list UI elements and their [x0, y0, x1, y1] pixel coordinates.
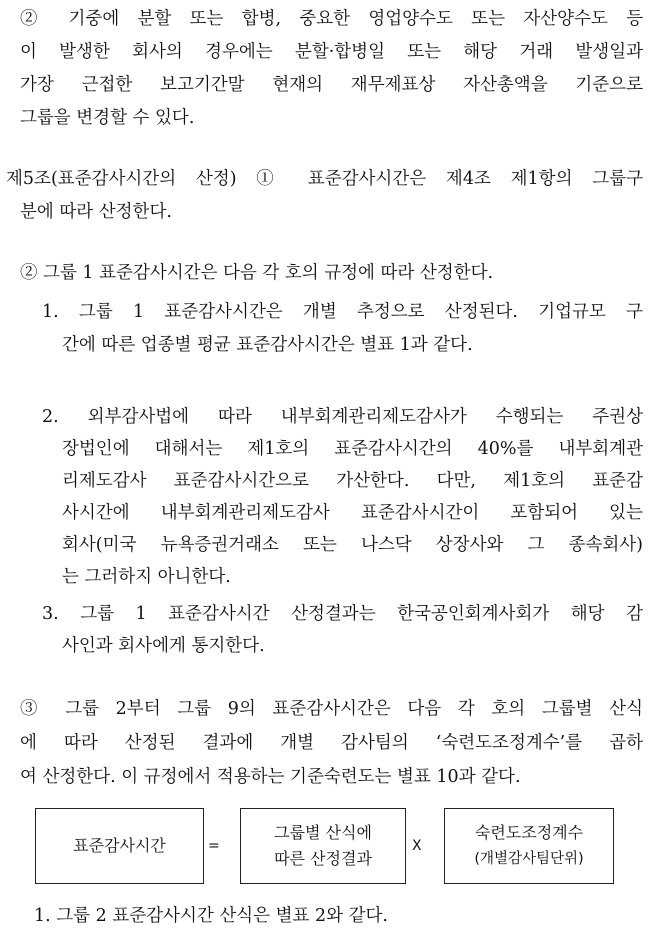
para2-item2-line-4: 사시간에 내부회계관리제도감사 표준감사시간이 포함되어 있는: [62, 503, 643, 523]
para2-item2-line-5: 회사(미국 뉴욕증권거래소 또는 나스닥 상장사와 그 종속회사): [62, 535, 643, 555]
para2-item2-line-6: 는 그러하지 아니한다.: [62, 567, 231, 587]
para-top-line-3: 가장 근접한 보고기간말 현재의 재무제표상 자산총액을 기준으로: [20, 75, 643, 95]
para-top-line-2: 이 발생한 회사의 경우에는 분할·합병일 또는 해당 거래 발생일과: [20, 42, 643, 62]
formula-box1-text: 표준감사시간: [73, 836, 166, 855]
para2-item1-line-2: 간에 따른 업종별 평균 표준감사시간은 별표 1과 같다.: [62, 335, 473, 355]
para2-item3-line-2: 사인과 회사에게 통지한다.: [62, 636, 265, 656]
para3-line-3: 여 산정한다. 이 규정에서 적용하는 기준숙련도는 별표 10과 같다.: [20, 767, 521, 787]
article5-line-2: 분에 따라 산정한다.: [20, 202, 172, 222]
formula-times: X: [412, 838, 422, 854]
para2-item1-line-1: 1. 그룹 1 표준감사시간은 개별 추정으로 산정된다. 기업규모 구: [42, 302, 643, 322]
formula-box-group-result: [240, 808, 406, 884]
formula-box2-line-2: 따른 산정결과: [274, 849, 372, 868]
para2-item2-line-1: 2. 외부감사법에 따라 내부회계관리제도감사가 수행되는 주권상: [42, 407, 643, 427]
para2-item3-line-1: 3. 그룹 1 표준감사시간 산정결과는 한국공인회계사회가 해당 감: [42, 604, 643, 624]
para2-item2-line-2: 장법인에 대해서는 제1호의 표준감사시간의 40%를 내부회계관: [62, 439, 643, 459]
formula-equals: =: [208, 838, 220, 854]
bottom-item1: 1. 그룹 2 표준감사시간 산식은 별표 2와 같다.: [34, 906, 388, 926]
formula-box2-line-1: 그룹별 산식에: [274, 823, 372, 842]
formula-box3-line-2: (개별감사팀단위): [474, 851, 584, 867]
para2-heading: ② 그룹 1 표준감사시간은 다음 각 호의 규정에 따라 산정한다.: [20, 263, 494, 283]
article5-line-1: 제5조(표준감사시간의 산정) ① 표준감사시간은 제4조 제1항의 그룹구: [6, 169, 643, 189]
para-top-line-4: 그룹을 변경할 수 있다.: [20, 108, 195, 128]
para-top-line-1: ② 기중에 분할 또는 합병, 중요한 영업양수도 또는 자산양수도 등: [20, 9, 643, 29]
formula-box-proficiency-coefficient: [444, 808, 614, 884]
para2-item2-line-3: 리제도감사 표준감사시간으로 가산한다. 다만, 제1호의 표준감: [62, 471, 643, 491]
formula-box3-line-1: 숙련도조정계수: [474, 823, 584, 842]
para3-line-1: ③ 그룹 2부터 그룹 9의 표준감사시간은 다음 각 호의 그룹별 산식: [20, 699, 643, 719]
formula-box-standard-audit-hours: [35, 808, 204, 884]
para3-line-2: 에 따라 산정된 결과에 개별 감사팀의 ‘숙련도조정계수’를 곱하: [20, 733, 643, 753]
